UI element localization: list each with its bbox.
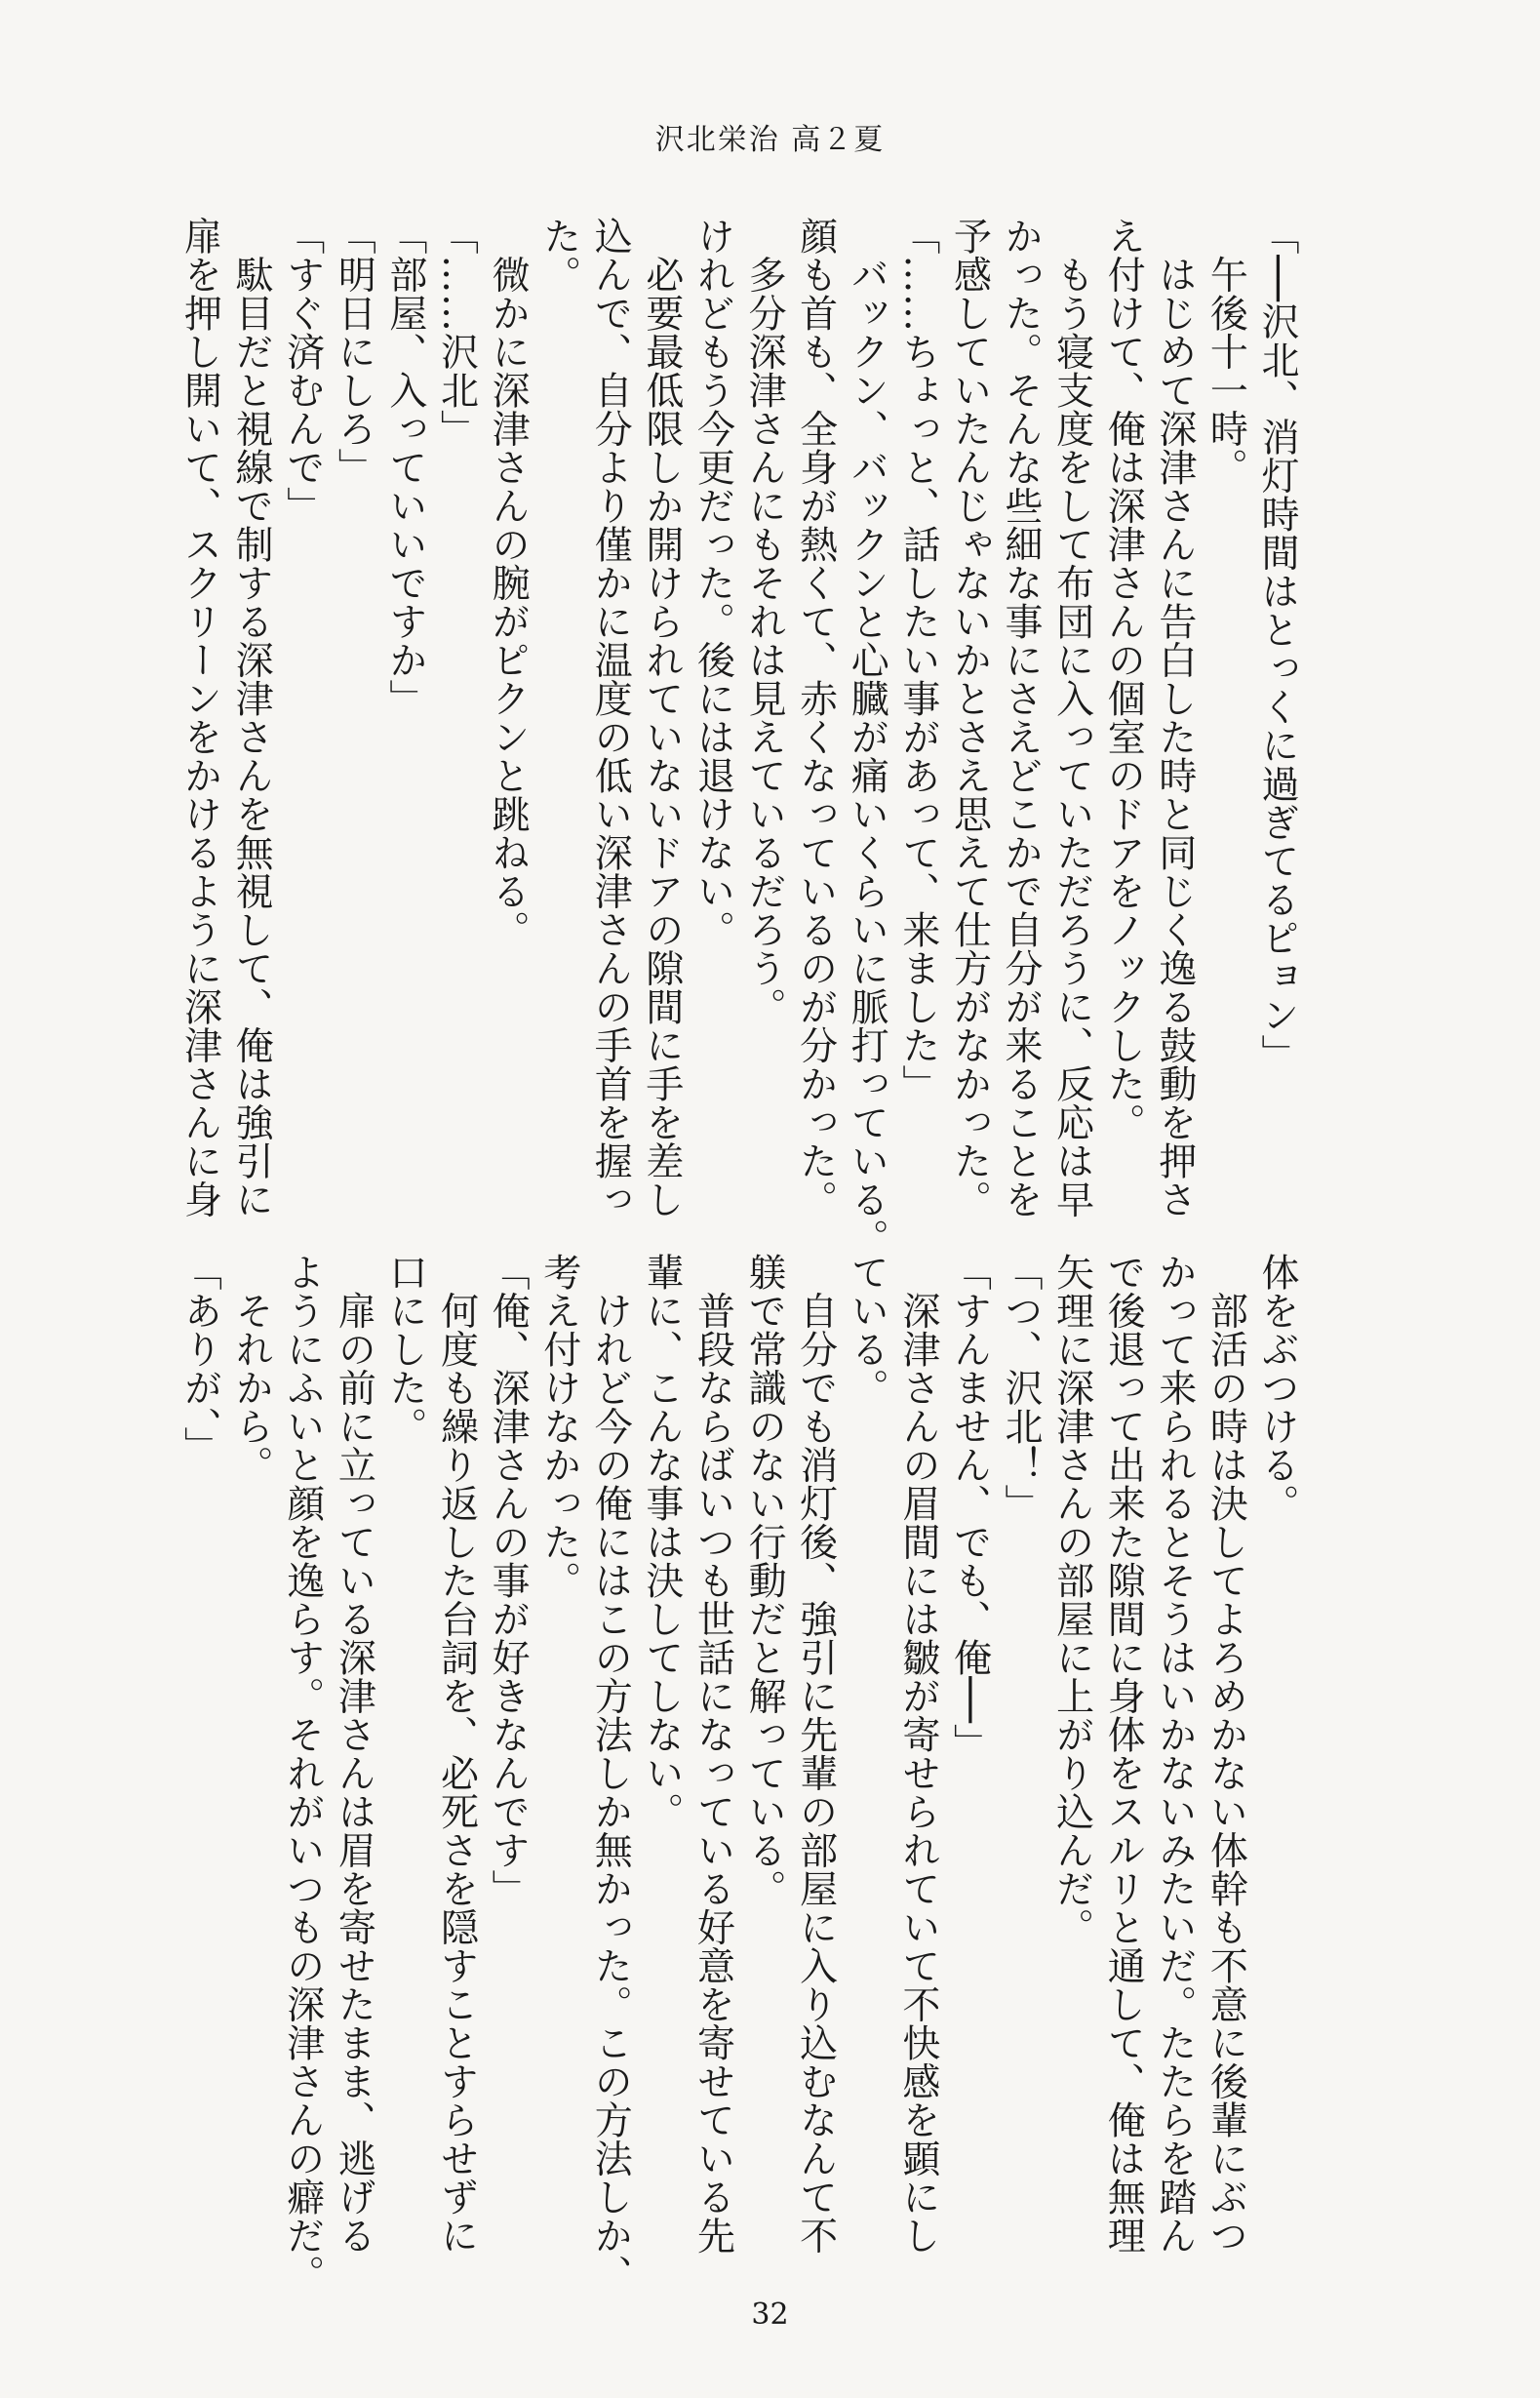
text-line: 躾で常識のない行動だと解っている。 — [742, 1253, 787, 1908]
text-line: 「すんません、でも、俺──」 — [947, 1253, 992, 1762]
text-line: けれど今の俺にはこの方法しか無かった。この方法しか、 — [588, 1253, 633, 2294]
text-line: かった。そんな些細な事にさえどこかで自分が来ることを — [999, 217, 1044, 1219]
text-line: 体をぶつける。 — [1255, 1253, 1299, 1523]
text-line: 矢理に深津さんの部屋に上がり込んだ。 — [1049, 1253, 1094, 1946]
text-line: 顔も首も、全身が熱くて、赤くなっているのが分かった。 — [793, 217, 838, 1219]
text-line: 扉の前に立っている深津さんは眉を寄せたまま、逃げる — [332, 1253, 376, 2255]
text-line: 扉を押し開いて、スクリーンをかけるように深津さんに身 — [178, 217, 222, 1219]
text-line: 「……沢北」 — [434, 217, 479, 448]
text-line: 口にした。 — [382, 1253, 427, 1446]
text-line: で後退って出来た隙間に身体をスルリと通して、俺は無理 — [1101, 1253, 1146, 2255]
text-line: 「ありが、」 — [178, 1253, 222, 1465]
lower-text-block — [178, 1253, 1302, 2294]
text-line: 自分でも消灯後、強引に先輩の部屋に入り込むなんて不 — [793, 1253, 838, 2255]
text-line: それから。 — [229, 1253, 274, 1484]
text-line: ようにふいと顔を逸らす。それがいつもの深津さんの癖だ。 — [280, 1253, 325, 2294]
page-number: 32 — [751, 2298, 789, 2332]
text-line: え付けて、俺は深津さんの個室のドアをノックした。 — [1101, 217, 1146, 1141]
text-line: バックン、バックンと心臓が痛いくらいに脈打っている。 — [845, 217, 889, 1258]
text-line: 予感していたんじゃないかとさえ思えて仕方がなかった。 — [947, 217, 992, 1219]
text-line: 「……ちょっと、話したい事があって、来ました」 — [895, 217, 940, 1103]
text-line: 輩に、こんな事は決してしない。 — [639, 1253, 684, 1831]
text-line: けれどもう今更だった。後には退けない。 — [691, 217, 735, 949]
text-line: 考え付けなかった。 — [536, 1253, 581, 1600]
text-line: 込んで、自分より僅かに温度の低い深津さんの手首を握っ — [588, 217, 633, 1219]
running-header: 沢北栄治 高２夏 — [654, 123, 886, 157]
text-line: 多分深津さんにもそれは見えているだろう。 — [742, 217, 787, 1026]
text-line: 何度も繰り返した台詞を、必死さを隠すことすらせずに — [434, 1253, 479, 2255]
text-line: ている。 — [845, 1253, 889, 1407]
text-line: 普段ならばいつも世話になっている好意を寄せている先 — [691, 1253, 735, 2255]
text-line: 午後十一時。 — [1204, 217, 1248, 487]
text-line: 微かに深津さんの腕がピクンと跳ねる。 — [486, 217, 531, 949]
text-line: 「すぐ済むんで」 — [280, 217, 325, 525]
text-line: 部活の時は決してよろめかない体幹も不意に後輩にぶつ — [1204, 1253, 1248, 2255]
upper-text-block — [178, 217, 1302, 1258]
text-line: 「部屋、入っていいですか」 — [382, 217, 427, 718]
text-line: 「明日にしろ」 — [332, 217, 376, 487]
text-line: た。 — [536, 217, 581, 294]
text-line: 必要最低限しか開けられていないドアの隙間に手を差し — [639, 217, 684, 1219]
text-line: 「つ、沢北！」 — [999, 1253, 1044, 1523]
text-line: 深津さんの眉間には皺が寄せられていて不快感を顕にし — [895, 1253, 940, 2255]
text-line: 駄目だと視線で制する深津さんを無視して、俺は強引に — [229, 217, 274, 1219]
text-line: 「──沢北、消灯時間はとっくに過ぎてるピョン」 — [1255, 217, 1299, 1073]
text-line: かって来られるとそうはいかないみたいだ。たたらを踏ん — [1152, 1253, 1197, 2255]
text-line: はじめて深津さんに告白した時と同じく逸る鼓動を押さ — [1152, 217, 1197, 1219]
text-line: 「俺、深津さんの事が好きなんです」 — [486, 1253, 531, 1908]
text-line: もう寝支度をして布団に入っていただろうに、反応は早 — [1049, 217, 1094, 1219]
